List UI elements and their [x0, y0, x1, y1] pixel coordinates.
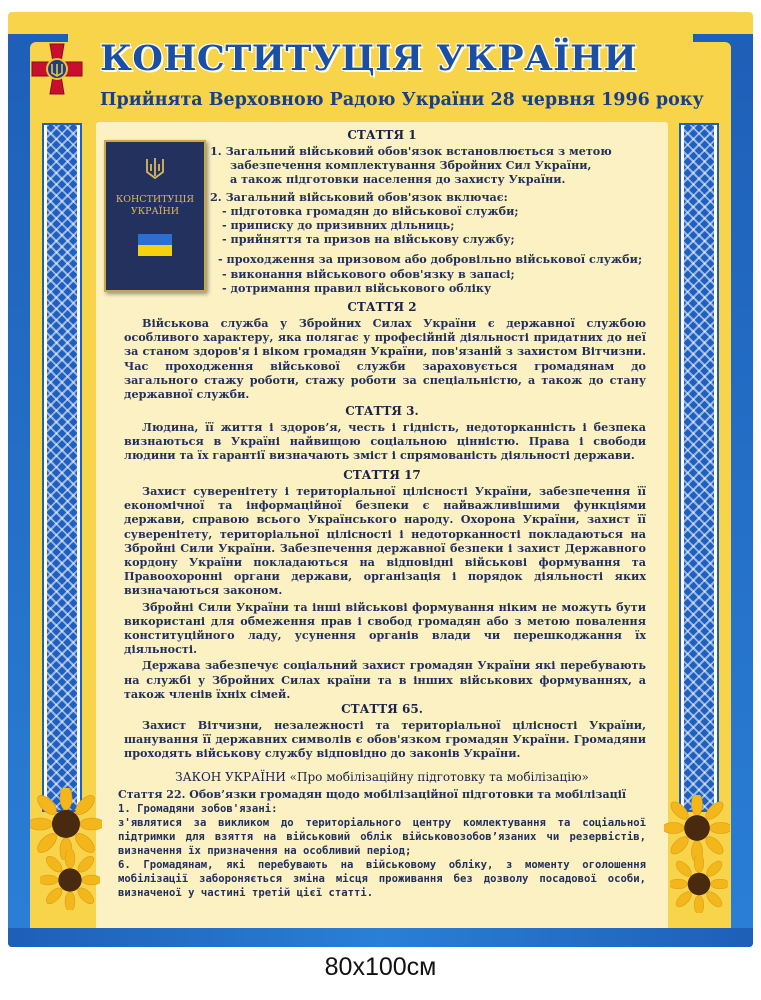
article1-p1-line1: 1. Загальний військовий обов'язок встановлюється з метою [210, 144, 612, 158]
article1-p1-line2: забезпечення комплектування Збройних Сил України, [230, 158, 592, 173]
article3-text-block [124, 420, 646, 463]
article1-item: - виконання військового обов'язку в запасі; [222, 266, 515, 281]
sunflower-icon [40, 850, 100, 910]
article1-p1-line3: а також підготовки населення до захисту України. [230, 172, 566, 187]
page-title: КОНСТИТУЦІЯ УКРАЇНИ [100, 38, 638, 79]
law-item1-title: 1. Громадяни зобов'язані: [118, 803, 278, 815]
size-label: 80x100см [324, 953, 437, 981]
law-text-block [118, 788, 646, 900]
article17-p3: Держава забезпечує соціальний захист громадян України які перебувають на службі у Збройних Силах країни та в інших військових формуваннях, а також членів їхніх сімей. [124, 658, 646, 701]
law-item1-text: з'являтися за викликом до територіального центру комлектування та соціальної підтримки для взяття на військовий облік військовозобов’язаних чи резервістів, визначення їх призначення на особливий період; [118, 817, 646, 857]
article2-heading: СТАТТЯ 2 [347, 300, 417, 314]
blue-frame-bottom [8, 928, 753, 947]
article65-text-block [124, 718, 646, 761]
article3-heading: СТАТТЯ 3. [345, 404, 419, 418]
ornament-border-right [681, 125, 717, 810]
trident-icon [144, 156, 166, 182]
article1-p2: 2. Загальний військовий обов'язок включає: [210, 189, 508, 204]
article1-heading: СТАТТЯ 1 [347, 128, 417, 142]
law-heading: ЗАКОН УКРАЇНИ «Про мобілізаційну підготовку та мобілізацію» [175, 770, 589, 784]
article2-text: Військова служба у Збройних Силах України є державної службою особливого характеру, яка полягає у професійній діяльності придатних до неї за станом здоров'я і віком громадян України, пов'язаній з захистом Вітчизни. Час проходження військової служби зараховується громадянам до загального стажу роботи, стажу роботи за спеціальністю, а також до стану державної служби. [124, 316, 646, 402]
constitution-book-image [104, 140, 206, 292]
article65-text: Захист Вітчизни, незалежності та територіальної цілісності України, шанування її державних символів є обов'язком громадян України. Громадяни проходять військову службу відповідно до законів України. [124, 718, 646, 761]
sunflower-icon [664, 795, 730, 861]
article3-text: Людина, її життя і здоров’я, честь і гідність, недоторканність і безпека визнаються в Україні найвищою соціальною цінністю. Права і свободи людини та їх гарантії визначають зміст і спрямованість діяльності держави. [124, 420, 646, 463]
sunflower-icon [670, 855, 728, 913]
article65-heading: СТАТТЯ 65. [341, 702, 423, 716]
article17-p1: Захист суверенітету і територіальної цілісності України, забезпечення її економічної та інформаційної безпеки є найважливішими функціями держави, справою всього Українського народу. Охорона України, захист її суверенітету, територіальної цілісності і недоторканності покладаються на Збройні Сили України. Забезпечення державної безпеки і захист Державного кордону України покладаються на відповідні військові формування та Правоохоронні органи держави, організація і порядок діяльності яких визначаються законом. [124, 484, 646, 598]
law-item6-text: 6. Громадянам, які перебувають на військовому обліку, з моменту оголошення мобілізації забороняється зміна місця проживання без дозволу посадової особи, визначеної у частині третій цієї статті. [118, 859, 646, 899]
armed-forces-cross-emblem-icon [30, 42, 84, 96]
book-title-line2: УКРАЇНИ [130, 206, 180, 217]
article17-p2: Збройні Сили України та інші військові формування ніким не можуть бути використані для обмеження прав і свобод громадян або з метою повалення конституційного ладу, усунення органів влади чи перешкоджання їх діяльності. [124, 599, 646, 657]
article17-heading: СТАТТЯ 17 [343, 468, 421, 482]
article2-text-block [124, 316, 646, 401]
article1-item: - проходження за призовом або добровільно військової служби; [218, 252, 643, 267]
page-subtitle: Прийнята Верховною Радою України 28 червня 1996 року [100, 90, 704, 110]
article1-item: - дотримання правил військового обліку [222, 280, 492, 295]
article1-item: - приписку до призивних дільниць; [222, 218, 455, 233]
article1-item: - підготовка громадян до військової служби; [222, 203, 519, 218]
book-title-line1: КОНСТИТУЦІЯ [115, 194, 195, 205]
article17-text-block [124, 484, 646, 701]
ornament-border-left [44, 125, 80, 810]
law-article22-title: Стаття 22. Обов’язки громадян щодо мобілізаційної підготовки та мобілізації [118, 788, 627, 801]
article1-item: - прийняття та призов на військову службу; [222, 232, 515, 247]
ukraine-flag-icon [138, 234, 172, 256]
article1-text [210, 144, 660, 295]
